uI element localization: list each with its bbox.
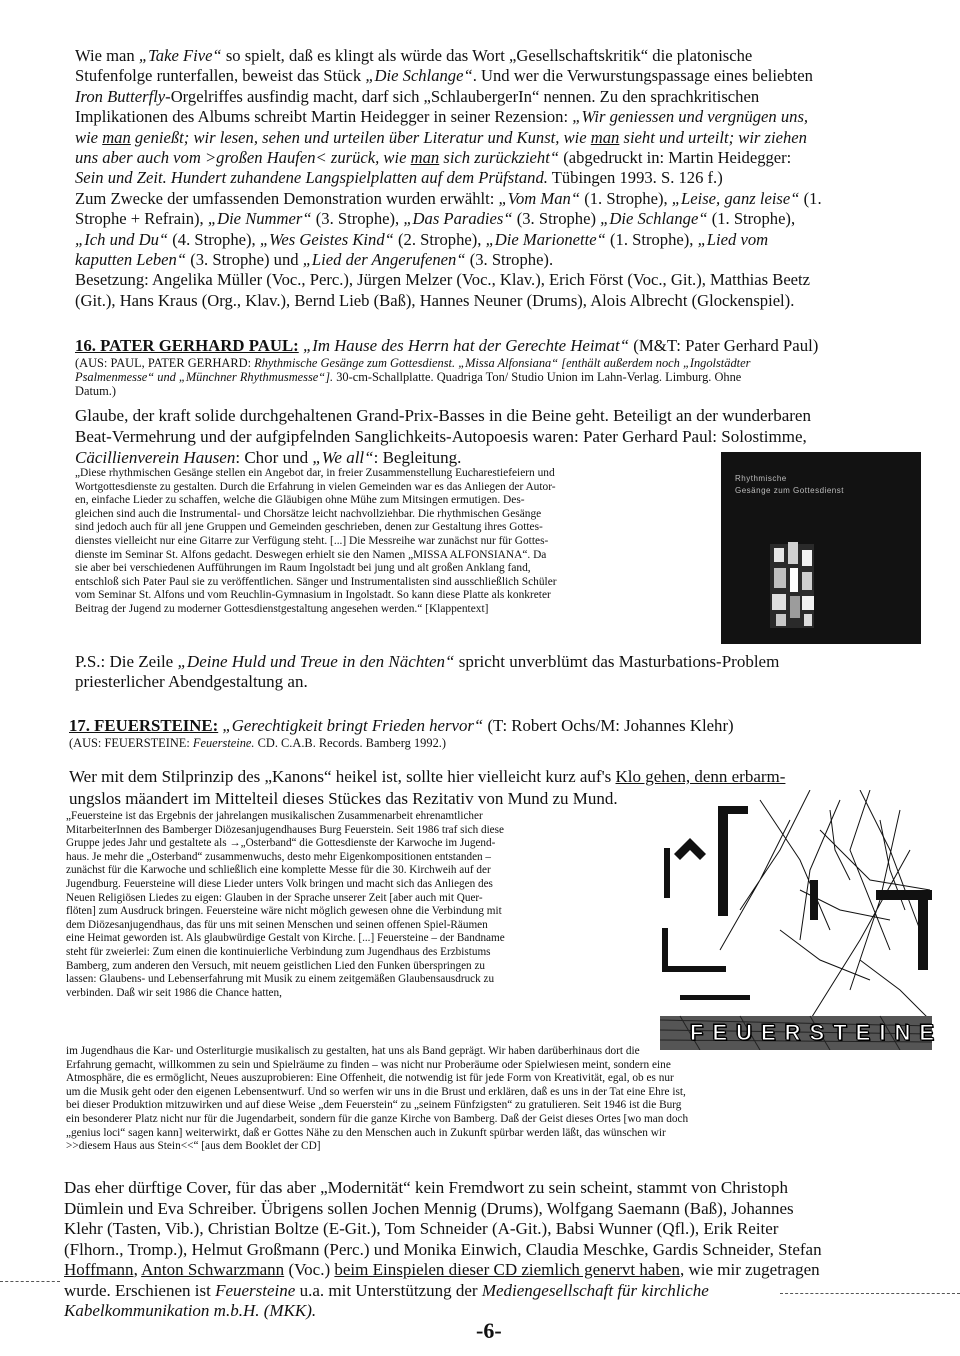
scan-artifact-line xyxy=(0,1281,60,1282)
source-line: Datum.) xyxy=(75,384,116,398)
source-line xyxy=(75,370,915,384)
quote-line: >>diesem Haus aus Stein<<“ [aus dem Booklet der CD] xyxy=(66,1140,321,1153)
section-17-quote-continued xyxy=(66,1045,926,1154)
intro-line xyxy=(75,189,915,209)
song-title: „Lied der Angerufenen“ xyxy=(302,250,466,270)
song-title: „Wes Geistes Kind“ xyxy=(259,229,394,249)
quote-line: Erfahrung gemacht, willkommen zu sein und Spielräume zu finden – was nicht nur Proberäume oder Spielwiesen meint, sondern eine xyxy=(66,1058,671,1071)
quote: uns aber auch vom >großen Haufen< zurück, wie xyxy=(75,148,411,168)
quote-line: „Feuersteine ist das Ergebnis der jahrelangen musikalischen Zusammenarbeit ehrenamtlicher xyxy=(66,810,483,822)
text: , xyxy=(133,1260,142,1279)
intro-line xyxy=(75,87,915,107)
text: -Orgelriffes ausfindig macht, darf sich „SchlaubergerIn“ nennen. Zu den sprachkritischen xyxy=(165,86,760,106)
text: Klo gehen, denn erbarm- xyxy=(615,767,786,786)
quote-line: „genius loci“ sagen kann] weiterwirkt, daß er Gottes Nähe zu den Menschen auch in Zukunft spürbar werden läßt, das wünschen wir xyxy=(66,1126,666,1139)
quote-line: en, einfache Lieder zu schaffen, welche die Gläubigen ohne Mühe zum Mitsingen ermutigen. Des- xyxy=(75,494,525,507)
quote-line: sind jedoch auch für all jene Gruppen und Gemeinden geschrieben, denen zur Gestaltung ihres Gottes- xyxy=(75,521,543,534)
section-17-quote xyxy=(66,810,656,1000)
text-line: priesterlicher Abendgestaltung an. xyxy=(75,672,308,691)
text: (3. Strophe) und xyxy=(186,250,303,270)
quote-line: dienstes vielleicht nur eine Gitarre zur Verfügung steht. [...] Die Messreihe war zunächst nur für Gottes- xyxy=(75,534,549,547)
section-16-quote xyxy=(75,467,715,617)
text: u.a. mit Unterstützung der xyxy=(295,1280,482,1300)
quote-line: haus. Je mehr die „Osterband“ zusammenwuchs, desto mehr Eigenkompositionen entstanden – xyxy=(66,850,492,863)
text-line: Glaube, der kraft solide durchgehaltenen Grand-Prix-Basses in die Beine geht. Beteiligt an der wunderbaren xyxy=(75,406,811,425)
page-number: -6- xyxy=(476,1318,502,1343)
cover-brand-text: FEUERSTEINE xyxy=(690,1020,944,1045)
quote-line: MitarbeiterInnen des Bamberger Diözesanjugendhauses Burg Feuerstein. Seit 1986 traf sich diese xyxy=(66,823,504,836)
quote-line: Neuen Religiösen Liedes zu eigen: Glauben in der Sprache unserer Zeit [aber auch mit Quer- xyxy=(66,891,483,904)
text-line: Dümlein und Eva Schreiber. Übrigens sollen Jochen Mennig (Drums), Wolfgang Saemann (Baß), Johannes xyxy=(64,1198,794,1218)
quote-line: lassen: Glaubens- und Lebenserfahrung mit Musik zu einem zeitgemäßen Glaubensausdruck zu xyxy=(66,973,495,986)
quote-line: Bamberg, zum anderen den Versuch, mit neuem geistlichen Lied den Funken überspringen zu xyxy=(66,959,485,972)
quote-line: flöten] zum Ausdruck bringen. Feuersteine wäre nicht möglich gewesen ohne die Verbindung mit xyxy=(66,905,502,918)
section-16-source xyxy=(75,356,915,398)
text: Anton Schwarzmann xyxy=(141,1260,285,1279)
book-title: Sein und Zeit. Hundert zuhandene Langspielplatten auf dem Prüfstand. xyxy=(75,168,548,188)
quote: man xyxy=(102,127,131,147)
record-title: Feuersteine. xyxy=(192,736,255,750)
intro-line xyxy=(75,107,915,127)
song-title: „Ich und Du“ xyxy=(75,229,169,249)
song-title: „Das Paradies“ xyxy=(403,209,513,229)
quote-line: verbinden. Daß wir seit 1986 die Chance hatten, xyxy=(66,986,282,999)
organization-name: Kabelkommunikation m.b.H. (MKK). xyxy=(64,1301,317,1320)
quote-line: im Jugendhaus die Kar- und Osterliturgie musikalisch zu gestalten, hat uns als Band geprägt. Wir haben darüberhinaus dort die xyxy=(66,1045,640,1057)
text: Tübingen 1993. S. 126 f.) xyxy=(547,168,723,188)
quote-line: entschloß sich Pater Paul sie zu veröffentlichen. Sänger und Instrumentalisten sind ausschließlich Schüler xyxy=(75,575,557,588)
section-17-closing xyxy=(64,1178,934,1322)
section-17-source xyxy=(69,736,909,750)
cover-text: Rhythmische xyxy=(735,474,787,483)
quote: „Deine Huld und Treue in den Nächten“ xyxy=(177,652,455,671)
intro-line: Besetzung: Angelika Müller (Voc., Perc.), Jürgen Melzer (Voc., Klav.), Erich Först (Voc., Git.), Matthias Beetz xyxy=(75,270,811,290)
intro-line xyxy=(75,209,915,229)
quote-line: gleichen sind auch die Instrumental- und Chorsätze leicht nachvollziehbar. Die rhythmischen Gesänge xyxy=(75,507,542,520)
credit: (T: Robert Ochs/M: Johannes Klehr) xyxy=(483,716,734,735)
cover-text: Gesänge zum Gottesdienst xyxy=(735,486,844,495)
quote: sich zurückzieht“ xyxy=(439,148,560,168)
text: Strophe + Refrain), xyxy=(75,209,208,229)
song-title: „Die Nummer“ xyxy=(207,209,312,229)
text-line: (Flhorn., Tromp.), Helmut Großmann (Perc.) und Monika Einwich, Claudia Meschke, Gardis Schneider, Stefan xyxy=(64,1239,822,1259)
text: (3. Strophe) xyxy=(512,209,601,229)
quote-line: Beitrag der Jugend zu moderner Gottesdienstgestaltung angesehen werden.“ [Klappentext] xyxy=(75,602,489,615)
text-line xyxy=(64,1281,934,1302)
text: (1. Strophe), xyxy=(605,229,698,249)
quote-line: Atmosphäre, die es ermöglicht, Neues auszuprobieren: Eine Offenheit, die notwendig ist für jede Form von Kreativität, egal, ob es nur xyxy=(66,1072,674,1085)
quote-line: Gruppe jedes Jahr und gestaltete als →„Osterband“ die Gottesdienste der Karwoche im Jugend- xyxy=(66,837,496,850)
quote-line: dem Diözesanjugendhaus, das für uns mit seinen Menschen und seinen offenen Spiel-Räumen xyxy=(66,918,488,931)
quote: „Wir geniessen und vergnügen uns, xyxy=(572,107,809,127)
text: (2. Strophe), xyxy=(393,229,486,249)
intro-line xyxy=(75,128,915,148)
text-line: Klehr (Tasten, Vib.), Christian Boltze (E-Git.), Tom Schneider (A-Git.), Babsi Wunner (Qfl.), Erik Reiter xyxy=(64,1219,779,1238)
text-line: ungslos mäandert im Mittelteil dieses Stückes das Rezitativ von Mund zu Mund. xyxy=(69,789,618,808)
song-title: „Take Five“ xyxy=(138,46,222,65)
quote-line: ein besonderer Platz nicht nur für die Jugendarbeit, sondern für die ganze Kirche von Bamberg. Daß der Geist dieses Ortes [wo man doch xyxy=(66,1112,689,1125)
intro-line xyxy=(75,66,915,86)
text-line xyxy=(69,766,929,788)
text: beim Einspielen dieser CD ziemlich genervt haben xyxy=(334,1260,680,1279)
source-line xyxy=(75,356,915,370)
text: Zum Zwecke der umfassenden Demonstration wurden erwählt: xyxy=(75,188,499,208)
section-16-ps xyxy=(75,652,915,692)
text: (abgedruckt in: Martin Heidegger: xyxy=(559,148,792,168)
choir-name: Cäcillienverein Hausen xyxy=(75,448,236,467)
text: Stufenfolge runterfallen, beweist das Stück xyxy=(75,66,366,86)
section-17-heading xyxy=(69,716,929,736)
text: (AUS: PAUL, PATER GERHARD: xyxy=(75,356,255,370)
quote: man xyxy=(410,148,440,168)
text-line: Beat-Vermehrung und der aufgipfelnden Sanglichkeits-Autopoesis waren: Pater Gerhard Paul: Solostimme, xyxy=(75,427,807,446)
song-title: „Leise, ganz leise“ xyxy=(671,188,800,208)
quote-line: steht für zweierlei: Zum einen die kontinuierliche Verbindung zum Jugendhaus des Erzbistums xyxy=(66,945,491,958)
credit: (M&T: Pater Gerhard Paul) xyxy=(629,336,819,355)
song-title: „Lied vom xyxy=(697,229,769,249)
quote-line: Jugendburg. Feuersteine will diese Lieder unters Volk bringen und macht sich das Anliegen des xyxy=(66,877,493,890)
text: CD. C.A.B. Records. Bamberg 1992.) xyxy=(254,736,446,750)
text: wurde. Erschienen ist xyxy=(64,1280,216,1300)
text: : Chor und xyxy=(235,448,313,467)
album-cover-feuersteine xyxy=(660,790,944,1050)
song-title: kaputten Leben“ xyxy=(75,250,187,270)
quote: sieht und urteilt; wir ziehen xyxy=(619,127,807,147)
intro-line xyxy=(75,148,915,168)
text: Wie man xyxy=(75,46,139,65)
band-name: Iron Butterfly xyxy=(75,86,166,106)
intro-paragraph xyxy=(75,46,915,311)
quote: wie xyxy=(75,127,103,147)
quote-line: bei dieser Produktion mitzuwirken und auf diese Weise „dem Feuerstein“ zu „seinem Fünfzigsten“ zu gratulieren. Seit 1946 ist die Burg xyxy=(66,1099,682,1112)
song-title: „Die Marionette“ xyxy=(485,229,606,249)
album-cover-pater-paul xyxy=(721,452,921,644)
intro-line xyxy=(75,46,915,66)
text: 30-cm-Schallplatte. Quadriga Ton/ Studio Union im Lahn-Verlag. Limburg. Ohne xyxy=(333,370,742,384)
text: (4. Strophe), xyxy=(168,229,260,249)
text: . Und wer die Verwurstungspassage eines beliebten xyxy=(472,66,813,86)
song-title: „Die Schlange“ xyxy=(365,66,473,86)
text: (Voc.) xyxy=(284,1260,335,1279)
text: : Begleitung. xyxy=(373,448,462,467)
quote-line: Wortgottesdienste zu gestalten. Durch die Erfahrung in vielen Gemeinden war es das Anliegen der Autor- xyxy=(75,480,556,493)
section-title: 17. FEUERSTEINE: xyxy=(69,716,219,735)
text: Wer mit dem Stilprinzip des „Kanons“ heikel ist, sollte hier vielleicht kurz auf's xyxy=(69,767,616,786)
record-title: Feuersteine xyxy=(215,1280,296,1300)
quote-line: zunächst für die Karwoche und schließlich eine komplette Messe für die 30. Kirchweih auf der xyxy=(66,864,491,877)
quote: genießt; wir lesen, sehen und urteilen über Literatur und Kunst, wie xyxy=(130,127,591,147)
text: P.S.: Die Zeile xyxy=(75,652,178,671)
quote-line: um die Musik geht oder den eigenen Lebensentwurf. Und so werfen wir uns in die Brust und erklären, daß es uns in der Tat eine Ehre ist, xyxy=(66,1085,686,1098)
intro-line xyxy=(75,250,915,270)
quote-line: vom Seminar St. Alfons und vom Reuchlin-Gymnasium in Ingolstadt. So kann diese Platte als konkreter xyxy=(75,589,551,602)
text: (3. Strophe), xyxy=(311,209,404,229)
text: , wie mir zugetragen xyxy=(679,1260,820,1279)
record-title: Rhythmische Gesänge zum Gottesdienst. „Missa Alfonsiana“ [enthält außerdem noch „Ingolstädter xyxy=(254,356,751,370)
song-title: „Im Hause des Herrn hat der Gerechte Heimat“ xyxy=(302,336,630,355)
text: so spielt, daß es klingt als würde das Wort „Gesellschaftskritik“ die platonische xyxy=(221,46,753,65)
text: (1. Strophe), xyxy=(580,188,672,208)
text: (AUS: FEUERSTEINE: xyxy=(69,736,193,750)
text: (1. xyxy=(799,188,822,208)
scan-artifact-line xyxy=(780,1293,960,1294)
organization-name: Mediengesellschaft für kirchliche xyxy=(481,1280,709,1300)
song-title: „Die Schlange“ xyxy=(600,209,708,229)
text: (3. Strophe). xyxy=(465,250,554,270)
cover-artwork xyxy=(660,790,944,1050)
text: (1. Strophe), xyxy=(707,209,796,229)
song-title: „Gerechtigkeit bringt Frieden hervor“ xyxy=(218,716,484,735)
text-line xyxy=(75,652,915,672)
section-16-heading xyxy=(75,336,935,356)
text: spricht unverblümt das Masturbations-Problem xyxy=(454,652,780,671)
text-line xyxy=(64,1260,934,1281)
church-window-graphic xyxy=(768,538,818,632)
quote-line: eine Heimat geworden ist. Als glaubwürdige Gestalt von Kirche. [...] Feuersteine – der Bandname xyxy=(66,932,505,945)
quote-line: sie aber bei verschiedenen Aufführungen im Raum Ingolstadt bei jung und alt großen Anklang fand, xyxy=(75,562,531,575)
quote-line: „Diese rhythmischen Gesänge stellen ein Angebot dar, in freier Zusammenstellung Eucharestiefeiern und xyxy=(75,467,555,479)
text: Implikationen des Albums schreibt Martin Heidegger in seiner Rezension: xyxy=(75,107,573,127)
band-name: „We all“ xyxy=(312,448,374,467)
quote-line: dienste im Seminar St. Alfons gedacht. Deswegen erhielt sie den Namen „MISSA ALFONSIANA“. Da xyxy=(75,548,547,561)
section-title: 16. PATER GERHARD PAUL: xyxy=(75,336,299,355)
intro-line: (Git.), Hans Kraus (Org., Klav.), Bernd Lieb (Baß), Hannes Neuner (Drums), Alois Albrecht (Glockenspiel). xyxy=(75,290,795,310)
record-title: Psalmenmesse“ und „Münchner Rhythmusmesse“]. xyxy=(75,370,334,384)
intro-line xyxy=(75,230,915,250)
text: Hoffmann xyxy=(64,1260,134,1279)
quote: man xyxy=(590,127,620,147)
intro-line xyxy=(75,168,915,188)
song-title: „Vom Man“ xyxy=(498,188,581,208)
text-line: Das eher dürftige Cover, für das aber „Modernität“ kein Fremdwort zu sein scheint, stammt von Christoph xyxy=(64,1178,788,1197)
